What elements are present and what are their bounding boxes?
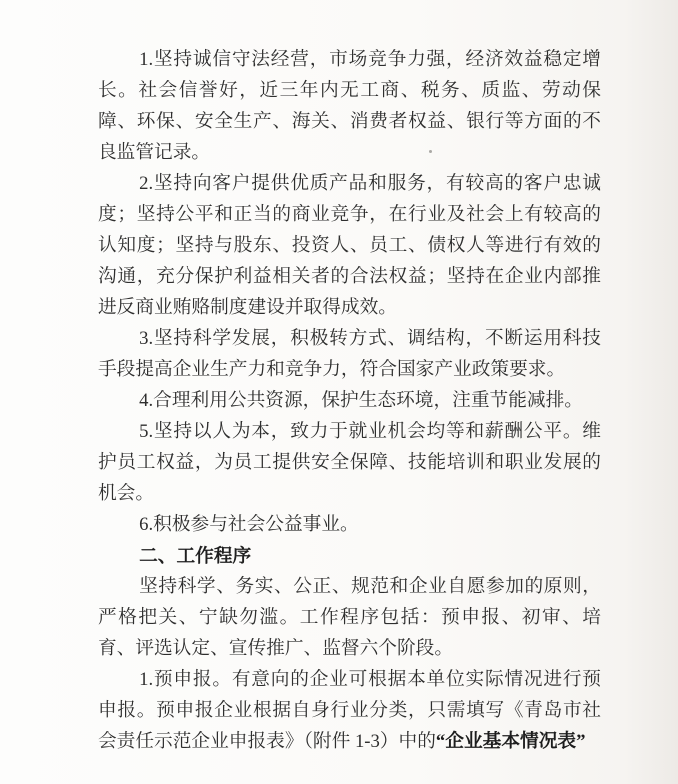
criteria-paragraph-2: 2.坚持向客户提供优质产品和服务，有较高的客户忠诚度；坚持公平和正当的商业竞争，在行业及社会上有较高的认知度；坚持与股东、投资人、员工、债权人等进行有效的沟通，充分保护利益相关者的合法权益；坚持在企业内部推进反商业贿赂制度建设并取得成效。 [98,173,601,318]
criteria-paragraph-5: 5.坚持以人为本，致力于就业机会均等和薪酬公平。维护员工权益，为员工提供安全保障、技能培训和职业发展的机会。 [98,421,601,504]
scan-speck [429,150,432,153]
section-heading-work-procedure: 二、工作程序 [139,545,252,566]
pre-application-text: 1.预申报。有意向的企业可根据本单位实际情况进行预申报。预申报企业根据自身行业分类，只需填写《青岛市社会责任示范企业申报表》（附件 1-3）中的 [98,669,601,752]
pre-application-bold-term: “企业基本情况表” [435,731,586,752]
criteria-paragraph-6: 6.积极参与社会公益事业。 [139,514,359,535]
procedure-intro-paragraph: 坚持科学、务实、公正、规范和企业自愿参加的原则，严格把关、宁缺勿滥。工作程序包括：预申报、初审、培育、评选认定、宣传推广、监督六个阶段。 [98,576,601,659]
criteria-paragraph-4: 4.合理利用公共资源，保护生态环境，注重节能减排。 [139,390,583,411]
criteria-paragraph-1: 1.坚持诚信守法经营，市场竞争力强，经济效益稳定增长。社会信誉好，近三年内无工商、税务、质监、劳动保障、环保、安全生产、海关、消费者权益、银行等方面的不良监管记录。 [98,49,601,163]
pre-application-paragraph [98,664,601,757]
document-body [98,44,601,757]
criteria-paragraph-3: 3.坚持科学发展，积极转方式、调结构，不断运用科技手段提高企业生产力和竞争力，符合国家产业政策要求。 [98,328,601,380]
